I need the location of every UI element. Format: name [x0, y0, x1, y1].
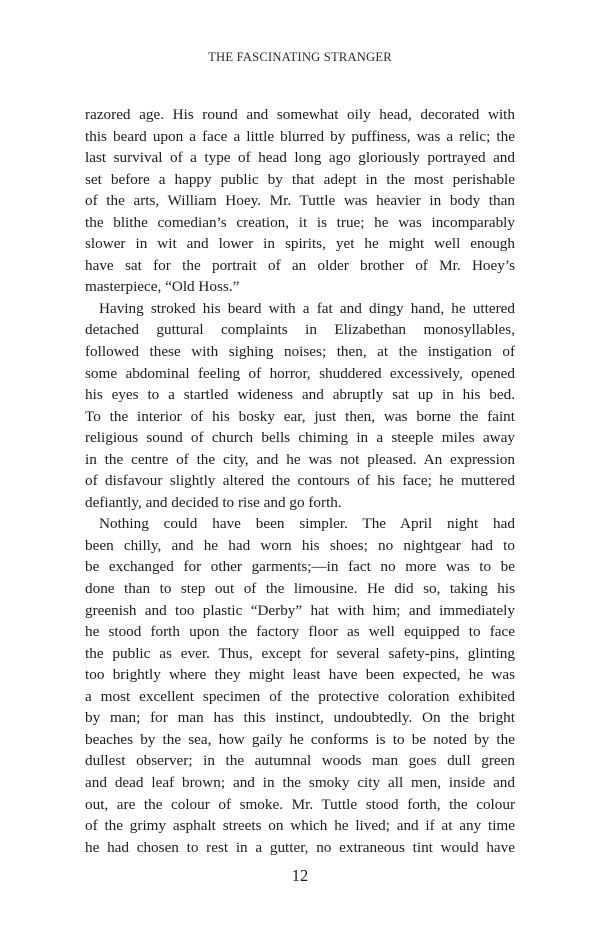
text-line: in the centre of the city, and he was not pleased. An expression: [85, 450, 515, 468]
text-line: defiantly, and decided to rise and go forth.: [85, 493, 342, 511]
text-line: razored age. His round and somewhat oily head, decorated with: [85, 106, 515, 123]
text-line: dullest observer; in the autumnal woods man goes dull green: [85, 752, 515, 770]
body-text: [85, 104, 515, 858]
text-line: some abdominal feeling of horror, shuddered excessively, opened: [85, 364, 515, 382]
paragraph: [85, 298, 515, 513]
text-line: be exchanged for other garments;—in fact no more was to be: [85, 558, 515, 576]
text-line: the blithe comedian’s creation, it is true; he was incomparably: [85, 213, 515, 231]
text-line: last survival of a type of head long ago gloriously portrayed and: [85, 149, 515, 167]
text-line: of the arts, William Hoey. Mr. Tuttle was heavier in body than: [85, 192, 515, 210]
text-line: he had chosen to rest in a gutter, no extraneous tint would have: [85, 838, 515, 856]
text-line: out, are the colour of smoke. Mr. Tuttle stood forth, the colour: [85, 795, 515, 813]
running-head: THE FASCINATING STRANGER: [208, 50, 392, 64]
text-line: beaches by the sea, how gaily he conforms is to be noted by the: [85, 730, 515, 748]
text-line: too brightly where they might least have been expected, he was: [85, 666, 515, 684]
text-line: followed these with sighing noises; then, at the instigation of: [85, 343, 515, 361]
text-line: a most excellent specimen of the protective coloration exhibited: [85, 687, 515, 705]
text-line: slower in wit and lower in spirits, yet he might well enough: [85, 235, 515, 253]
page-number: 12: [291, 866, 309, 885]
text-line: been chilly, and he had worn his shoes; no nightgear had to: [85, 536, 515, 554]
paragraph: [85, 513, 515, 858]
text-line: the public as ever. Thus, except for several safety-pins, glinting: [85, 644, 515, 662]
text-line: detached guttural complaints in Elizabethan monosyllables,: [85, 321, 515, 339]
text-line: greenish and too plastic “Derby” hat with him; and immediately: [85, 601, 515, 619]
text-line: religious sound of church bells chiming in a steeple miles away: [85, 429, 515, 447]
text-line: set before a happy public by that adept in the most perishable: [85, 170, 515, 188]
text-line: of disfavour slightly altered the contours of his face; he muttered: [85, 472, 515, 490]
text-line: by man; for man has this instinct, undoubtedly. On the bright: [85, 709, 515, 727]
text-line: have sat for the portrait of an older brother of Mr. Hoey’s: [85, 256, 515, 274]
text-line: To the interior of his bosky ear, just then, was borne the faint: [85, 407, 515, 425]
text-line: and dead leaf brown; and in the smoky city all men, inside and: [85, 773, 515, 791]
text-line: this beard upon a face a little blurred by puffiness, was a relic; the: [85, 127, 515, 145]
text-line: masterpiece, “Old Hoss.”: [85, 278, 240, 296]
text-line: he stood forth upon the factory floor as well equipped to face: [85, 623, 515, 641]
text-line: Having stroked his beard with a fat and dingy hand, he uttered: [99, 299, 515, 317]
text-line: Nothing could have been simpler. The April night had: [99, 515, 515, 533]
paragraph: [85, 104, 515, 298]
text-line: his eyes to a startled wideness and abruptly sat up in his bed.: [85, 386, 515, 404]
text-line: of the grimy asphalt streets on which he lived; and if at any time: [85, 817, 515, 835]
text-line: done than to step out of the limousine. He did so, taking his: [85, 580, 515, 598]
